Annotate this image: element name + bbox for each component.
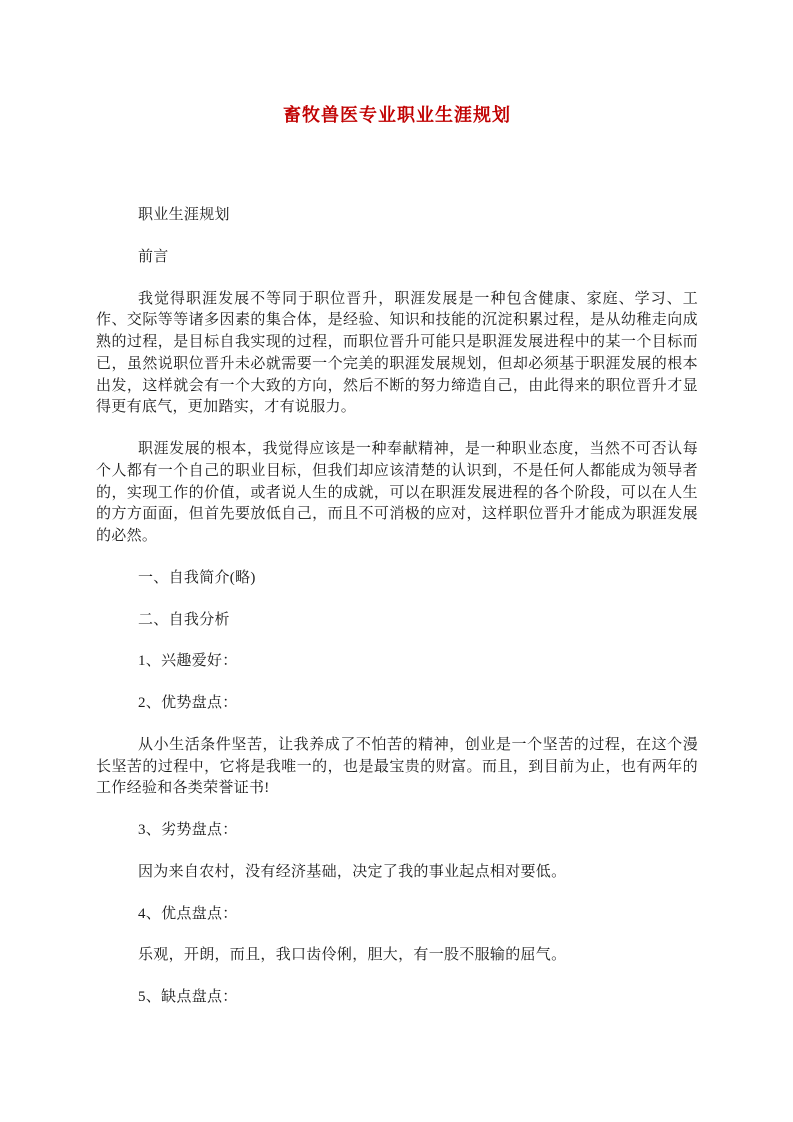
doc-list-item: 2、优势盘点： — [138, 695, 238, 711]
doc-list-item: 二、自我分析 — [138, 611, 230, 628]
doc-list-item: 5、缺点盘点： — [138, 989, 238, 1005]
doc-list-item: 一、自我简介(略) — [138, 569, 256, 586]
paragraph: 从小生活条件坚苦，让我养成了不怕苦的精神，创业是一个坚苦的过程，在这个漫长坚苦的过程中，它将是我唯一的，也是最宝贵的财富。而且，到目前为止，也有两年的工作经验和各类荣誉证书! — [96, 736, 698, 797]
paragraph: 职涯发展的根本，我觉得应该是一种奉献精神，是一种职业态度，当然不可否认每个人都有一个自己的职业目标，但我们却应该清楚的认识到，不是任何人都能成为领导者的，实现工作的价值，或者说人生的成就，可以在职涯发展进程的各个阶段，可以在人生的方方面面，但首先要放低自己，而且不可消极的应对，这样职位晋升才能成为职涯发展的必然。 — [96, 441, 698, 544]
doc-section-label: 前言 — [138, 248, 169, 265]
paragraph: 我觉得职涯发展不等同于职位晋升，职涯发展是一种包含健康、家庭、学习、工作、交际等等诸多因素的集合体，是经验、知识和技能的沉淀积累过程，是从幼稚走向成熟的过程，是目标自我实现的过程，而职位晋升可能只是职涯发展进程中的某一个目标而已，虽然说职位晋升未必就需要一个完美的职涯发展规划，但却必须基于职涯发展的根本出发，这样就会有一个大致的方向，然后不断的努力缔造自己，由此得来的职位晋升才显得更有底气，更加踏实，才有说服力。 — [96, 290, 698, 416]
paragraph: 乐观，开朗，而且，我口齿伶俐，胆大，有一股不服输的屈气。 — [138, 947, 567, 964]
document-title: 畜牧兽医专业职业生涯规划 — [283, 105, 511, 125]
document-body — [96, 205, 698, 1009]
doc-list-item: 4、优点盘点： — [138, 905, 238, 922]
doc-list-item: 1、兴趣爱好： — [138, 653, 238, 670]
paragraph: 因为来自农村，没有经济基础，决定了我的事业起点相对要低。 — [138, 863, 567, 880]
doc-list-item: 3、劣势盘点： — [138, 822, 238, 838]
doc-heading-line: 职业生涯规划 — [138, 207, 230, 223]
